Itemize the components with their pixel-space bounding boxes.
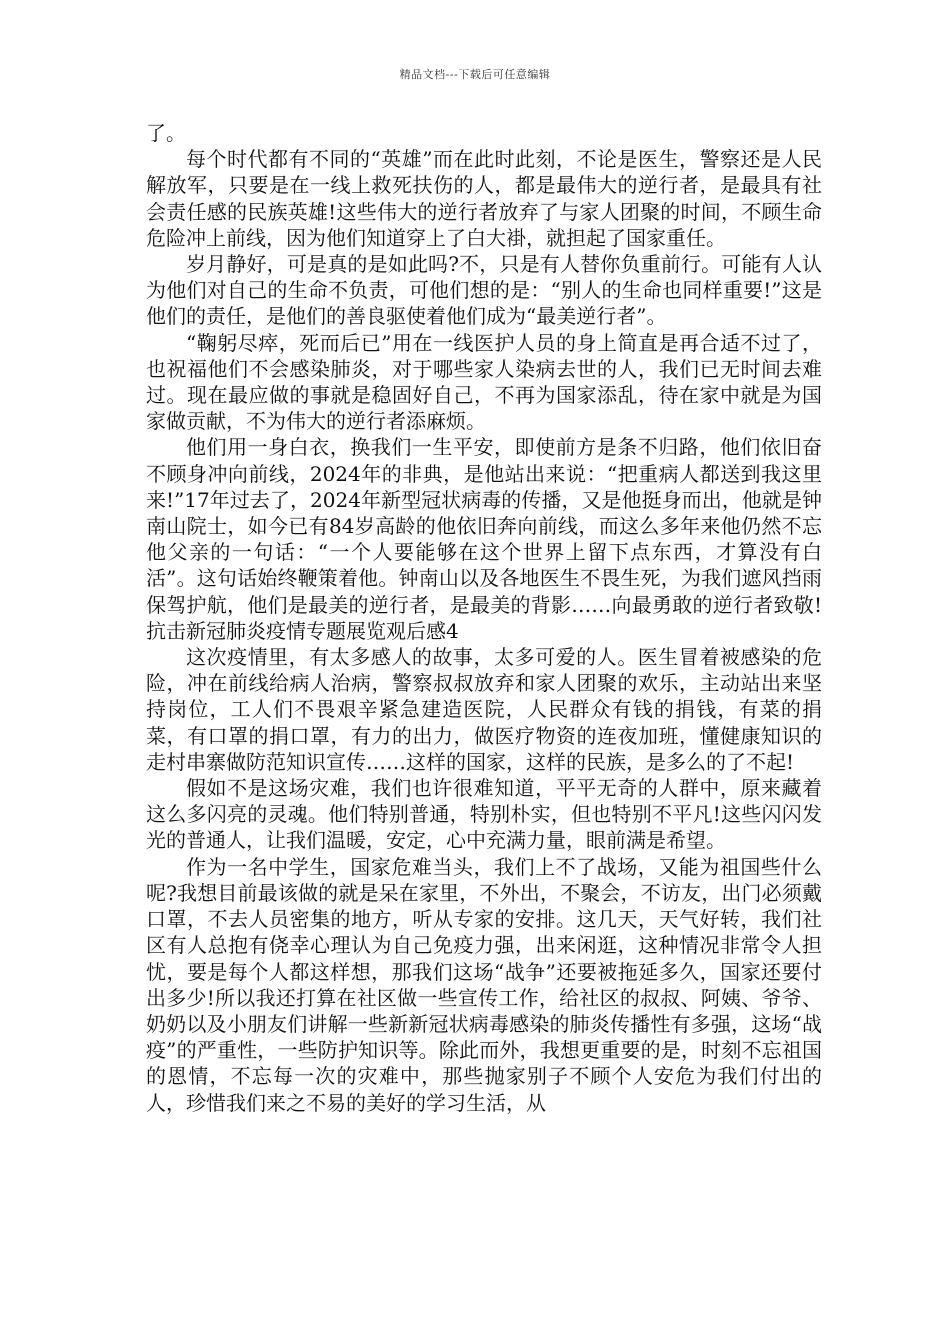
- paragraph: 岁月静好，可是真的是如此吗?不，只是有人替你负重前行。可能有人认为他们对自己的生命不负责，可他们想的是：“别人的生命也同样重要!”这是他们的责任，是他们的善良驱使着他们成为“最美逆行者”。: [146, 252, 822, 329]
- page-header: 精品文档---下载后可任意编辑: [399, 68, 551, 81]
- paragraph: 作为一名中学生，国家危难当头，我们上不了战场，又能为祖国些什么呢?我想目前最该做的就是呆在家里，不外出，不聚会，不访友，出门必须戴口罩，不去人员密集的地方，听从专家的安排。这几天，天气好转，我们社区有人总抱有侥幸心理认为自己免疫力强，出来闲逛，这种情况非常令人担忧，要是每个人都这样想，那我们这场“战争”还要被拖延多久，国家还要付出多少!所以我还打算在社区做一些宣传工作，给社区的叔叔、阿姨、爷爷、奶奶以及小朋友们讲解一些新新冠状病毒感染的肺炎传播性有多强，这场“战疫”的严重性，一些防护知识等。除此而外，我想更重要的是，时刻不忘祖国的恩情，不忘每一次的灾难中，那些抛家别子不顾个人安危为我们付出的人，珍惜我们来之不易的美好的学习生活，从: [146, 854, 822, 1115]
- paragraph: 每个时代都有不同的“英雄”而在此时此刻，不论是医生，警察还是人民解放军，只要是在一线上救死扶伤的人，都是最伟大的逆行者，是最具有社会责任感的民族英雄!这些伟大的逆行者放弃了与家人团聚的时间，不顾生命危险冲上前线，因为他们知道穿上了白大褂，就担起了国家重任。: [146, 147, 822, 250]
- paragraph: 了。: [146, 121, 186, 145]
- document-body: [146, 120, 822, 1116]
- paragraph: 他们用一身白衣，换我们一生平安，即使前方是条不归路，他们依旧奋不顾身冲向前线，2024年的非典，是他站出来说：“把重病人都送到我这里来!”17年过去了，2024年新型冠状病毒的传播，又是他挺身而出，他就是钟南山院士，如今已有84岁高龄的他依旧奔向前线，而这么多年来他仍然不忘他父亲的一句话：“一个人要能够在这个世界上留下点东西，才算没有白活”。这句话始终鞭策着他。钟南山以及各地医生不畏生死，为我们遮风挡雨保驾护航，他们是最美的逆行者，是最美的背影……向最勇敢的逆行者致敬!抗击新冠肺炎疫情专题展览观后感4: [146, 435, 822, 643]
- paragraph: “鞠躬尽瘁，死而后已”用在一线医护人员的身上简直是再合适不过了，也祝福他们不会感染肺炎，对于哪些家人染病去世的人，我们已无时间去难过。现在最应做的事就是稳固好自己，不再为国家添乱，待在家中就是为国家做贡献，不为伟大的逆行者添麻烦。: [146, 330, 822, 434]
- paragraph: 假如不是这场灾难，我们也许很难知道，平平无奇的人群中，原来藏着这么多闪亮的灵魂。他们特别普通，特别朴实，但也特别不平凡!这些闪闪发光的普通人，让我们温暖，安定，心中充满力量，眼前满是希望。: [146, 776, 822, 853]
- paragraph: 这次疫情里，有太多感人的故事，太多可爱的人。医生冒着被感染的危险，冲在前线给病人治病，警察叔叔放弃和家人团聚的欢乐，主动站出来坚持岗位，工人们不畏艰辛紧急建造医院，人民群众有钱的捐钱，有菜的捐菜，有口罩的捐口罩，有力的出力，做医疗物资的连夜加班，懂健康知识的走村串寨做防范知识宣传……这样的国家，这样的民族，是多么的了不起!: [146, 645, 822, 774]
